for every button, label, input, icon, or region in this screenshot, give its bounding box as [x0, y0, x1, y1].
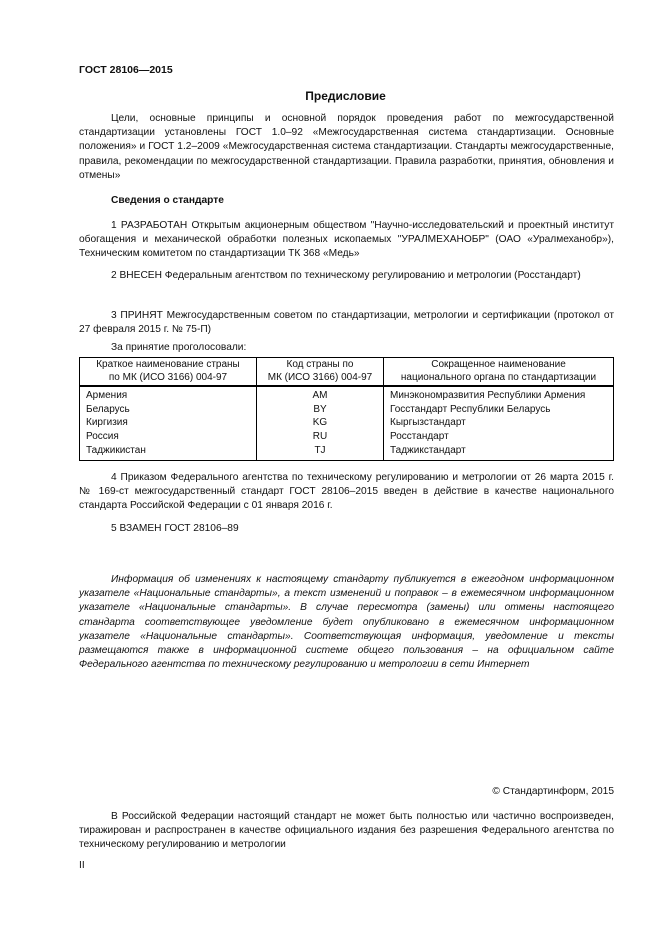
cell-country: Беларусь — [80, 403, 257, 417]
change-info-paragraph — [79, 573, 614, 672]
cell-org: Росстандарт — [384, 430, 614, 444]
cell-org: Минэкономразвития Республики Армения — [384, 386, 614, 403]
cell-code: KG — [257, 416, 384, 430]
cell-country: Таджикистан — [80, 444, 257, 460]
vote-caption-text: За принятие проголосовали: — [111, 342, 247, 353]
cell-code: RU — [257, 430, 384, 444]
table-row — [80, 416, 614, 430]
rights-text: В Российской Федерации настоящий стандарт не может быть полностью или частично воспроизведен, тиражирован и распространен в качестве официального издания без разрешения Федерального агентства по техническому регулированию и метрологии — [79, 811, 614, 851]
item-5-text: 5 ВЗАМЕН ГОСТ 28106–89 — [111, 523, 239, 534]
cell-country: Армения — [80, 386, 257, 403]
cell-code: AM — [257, 386, 384, 403]
table-row — [80, 386, 614, 403]
intro-paragraph — [79, 112, 614, 183]
intro-text: Цели, основные принципы и основной порядок проведения работ по межгосударственной стандартизации установлены ГОСТ 1.0–92 «Межгосударственная система стандартизации. Основные положения» и ГОСТ 1.2–2009 «Межгосударственная система стандартизации. Стандарты межгосударственные, правила, рекомендации по межгосударственной стандартизации. Правила разработки, принятия, обновления и отмены» — [79, 113, 614, 181]
table-row — [80, 430, 614, 444]
cell-country: Киргизия — [80, 416, 257, 430]
cell-code: TJ — [257, 444, 384, 460]
cell-org: Таджикстандарт — [384, 444, 614, 460]
item-3-text: 3 ПРИНЯТ Межгосударственным советом по стандартизации, метрологии и сертификации (протокол от 27 февраля 2015 г. № 75-П) — [79, 310, 614, 336]
copyright-notice: © Стандартинформ, 2015 — [492, 786, 614, 797]
item-2-paragraph — [79, 269, 614, 283]
item-2-text: 2 ВНЕСЕН Федеральным агентством по техническому регулированию и метрологии (Росстандарт) — [111, 270, 581, 281]
table-header-row — [80, 358, 614, 387]
item-3-paragraph — [79, 309, 614, 337]
title-text: Предисловие — [305, 89, 386, 103]
header-country: Краткое наименование страны по МК (ИСО 3166) 004-97 — [80, 358, 257, 387]
rights-paragraph — [79, 810, 614, 853]
table-row — [80, 444, 614, 460]
item-4-paragraph — [79, 471, 614, 514]
header-org: Сокращенное наименование национального органа по стандартизации — [384, 358, 614, 387]
cell-org: Кыргызстандарт — [384, 416, 614, 430]
cell-country: Россия — [80, 430, 257, 444]
table-row — [80, 403, 614, 417]
change-info-text: Информация об изменениях к настоящему стандарту публикуется в ежегодном информационном указателе «Национальные стандарты», а текст изменений и поправок – в ежемесячном информационном указателе «Национальные стандарты». В случае пересмотра (замены) или отмены настоящего стандарта соответствующее уведомление будет опубликовано в ежемесячном информационном указателе «Национальные стандарты». Соответствующая информация, уведомление и тексты размещаются также в информационной системе общего пользования – на официальном сайте Федерального агентства по техническому регулированию и метрологии в сети Интернет — [79, 574, 614, 671]
page-title — [0, 89, 661, 103]
page-number: II — [79, 860, 85, 871]
item-5-paragraph — [79, 522, 614, 536]
vote-caption — [79, 341, 614, 355]
cell-org: Госстандарт Республики Беларусь — [384, 403, 614, 417]
item-1-text: 1 РАЗРАБОТАН Открытым акционерным обществом "Научно-исследовательский и проектный институт обогащения и механической обработки полезных ископаемых "УРАЛМЕХАНОБР" (ОАО «Уралмеханобр»), Техническим комитетом по стандартизации ТК 368 «Медь» — [79, 220, 614, 260]
section-subheading: Сведения о стандарте — [111, 195, 224, 206]
item-4-text: 4 Приказом Федерального агентства по техническому регулированию и метрологии от 26 марта 2015 г. № 169-ст межгосударственный стандарт ГОСТ 28106–2015 введен в действие в качестве национального стандарта Российской Федерации с 01 января 2016 г. — [79, 472, 614, 512]
cell-code: BY — [257, 403, 384, 417]
voting-table — [79, 357, 614, 461]
item-1-paragraph — [79, 219, 614, 262]
standard-header: ГОСТ 28106—2015 — [79, 64, 173, 76]
header-code: Код страны по МК (ИСО 3166) 004-97 — [257, 358, 384, 387]
